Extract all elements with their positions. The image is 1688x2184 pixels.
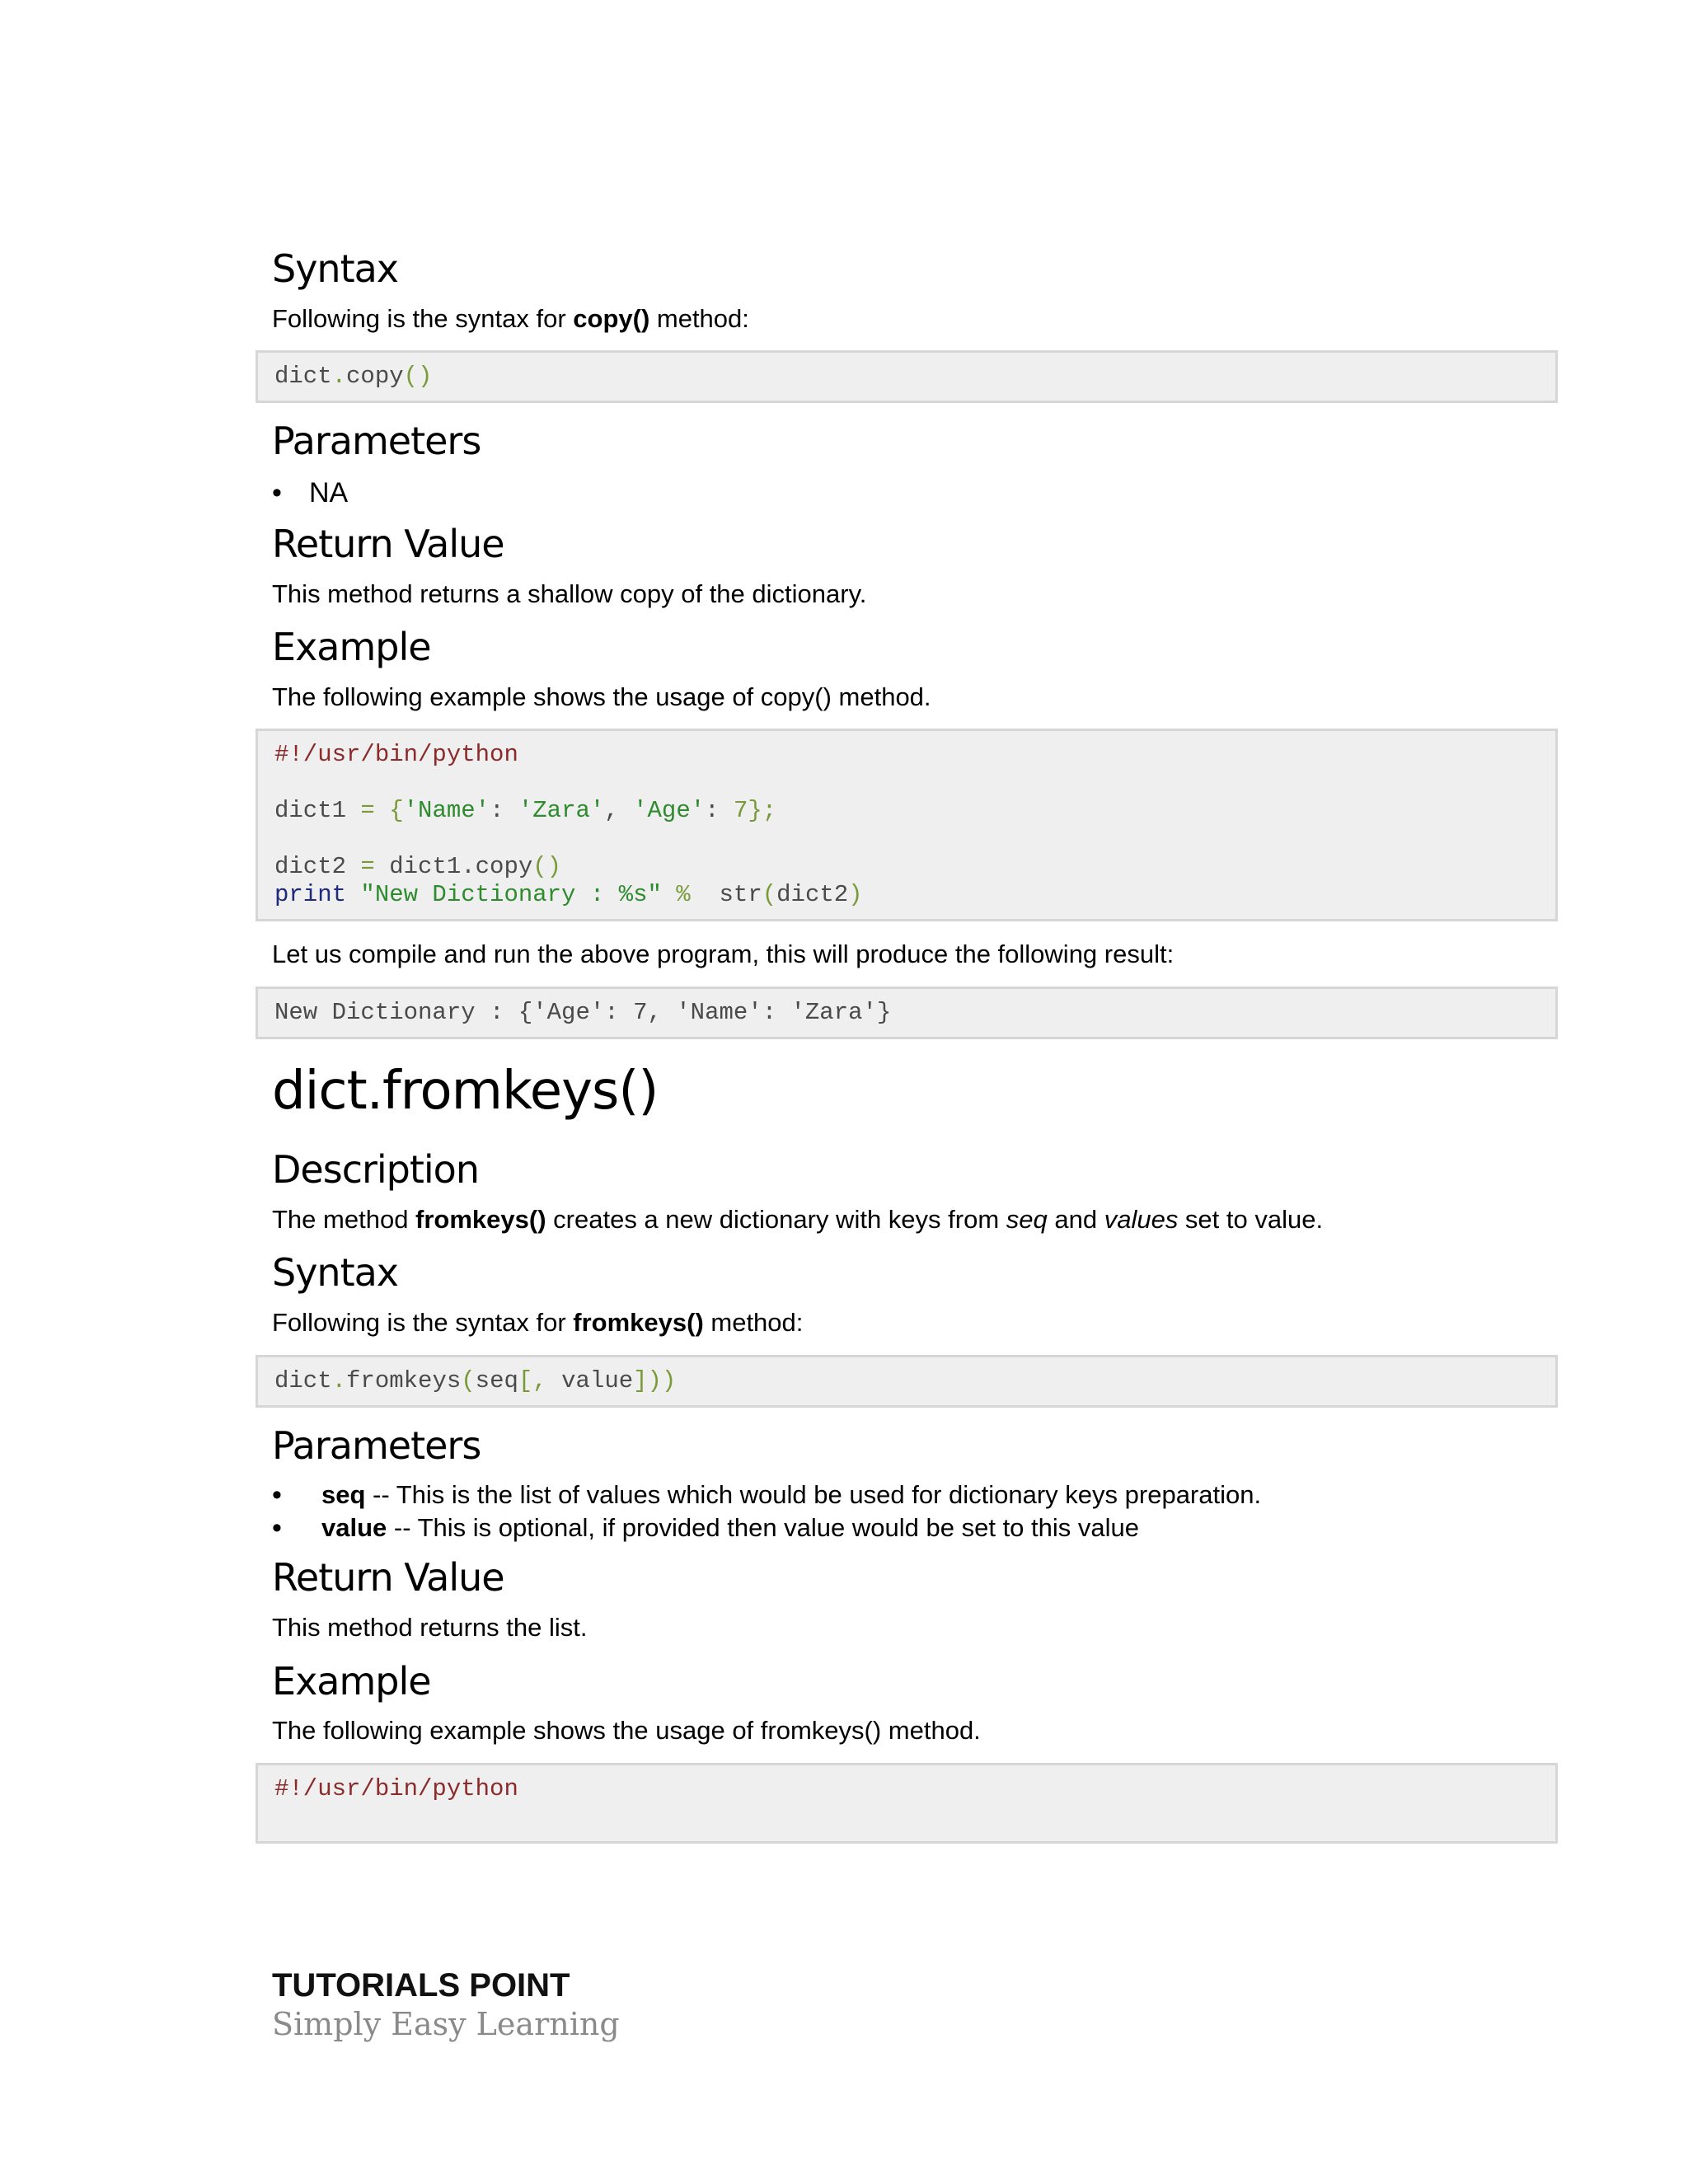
syntax-intro-text: Following is the syntax for <box>272 1308 574 1338</box>
code-token: seq <box>475 1366 518 1394</box>
parameters-list <box>272 1479 1541 1544</box>
example-intro: The following example shows the usage of copy() method. <box>272 682 931 712</box>
param-description: -- This is optional, if provided then value would be set to this value <box>387 1513 1139 1543</box>
code-token: , <box>604 797 634 825</box>
code-token: ) <box>848 881 863 909</box>
list-item <box>272 1479 1541 1511</box>
footer-brand: TUTORIALS POINT <box>272 1967 570 2004</box>
return-value-text: This method returns the list. <box>272 1613 588 1643</box>
footer-tagline: Simply Easy Learning <box>272 2006 620 2042</box>
code-token: }; <box>748 797 777 825</box>
code-token: () <box>403 363 433 391</box>
code-token: dict1 <box>274 797 361 825</box>
description-italic: values <box>1104 1205 1179 1235</box>
code-token: = <box>360 853 390 881</box>
code-token: : <box>705 797 734 825</box>
code-token: ( <box>461 1366 476 1394</box>
description-text-part: and <box>1047 1205 1104 1235</box>
syntax-intro <box>272 302 1541 335</box>
code-token: "New Dictionary : %s" <box>346 881 662 909</box>
description-italic: seq <box>1006 1205 1048 1235</box>
code-token: dict2 <box>776 881 849 909</box>
code-line: #!/usr/bin/python <box>274 1774 518 1802</box>
example-heading: Example <box>272 1658 431 1704</box>
parameters-list <box>272 475 1541 511</box>
result-output-block <box>256 987 1558 1039</box>
code-line <box>274 853 1539 881</box>
code-token: [, <box>518 1366 562 1394</box>
syntax-intro-text: Following is the syntax for <box>272 303 574 333</box>
syntax-intro-text-end: method: <box>649 303 749 333</box>
syntax-heading: Syntax <box>272 1250 399 1296</box>
example-heading: Example <box>272 625 431 670</box>
code-line: #!/usr/bin/python <box>274 741 518 769</box>
description-text-part: creates a new dictionary with keys from <box>546 1205 1006 1235</box>
code-line: New Dictionary : {'Age': 7, 'Name': 'Zara'} <box>274 998 892 1026</box>
example-intro: The following example shows the usage of fromkeys() method. <box>272 1716 981 1746</box>
page-content <box>272 247 1541 1860</box>
code-token: value <box>561 1366 634 1394</box>
return-value-heading: Return Value <box>272 1555 504 1601</box>
syntax-heading: Syntax <box>272 246 399 291</box>
description-text-part: set to value. <box>1178 1205 1324 1235</box>
description-text <box>272 1203 1541 1236</box>
return-value-text: This method returns a shallow copy of the dictionary. <box>272 579 867 608</box>
list-item <box>272 1511 1541 1544</box>
code-token: dict2 <box>274 853 361 881</box>
parameters-heading: Parameters <box>272 1422 481 1468</box>
code-line <box>274 881 1539 909</box>
example-code-block <box>256 729 1558 921</box>
footer <box>272 1966 620 2043</box>
syntax-intro <box>272 1306 1541 1339</box>
code-token: str <box>705 881 762 909</box>
code-token: % <box>661 881 706 909</box>
code-token: print <box>274 881 347 909</box>
code-token: fromkeys <box>346 1366 462 1394</box>
code-token: dict <box>274 363 332 391</box>
description-text-part: The method <box>272 1205 416 1235</box>
code-token: dict <box>274 1366 332 1394</box>
code-token: ( <box>762 881 777 909</box>
code-token: 'Name' <box>403 797 490 825</box>
section-title: dict.fromkeys() <box>272 1060 659 1122</box>
syntax-code-block <box>256 1355 1558 1408</box>
syntax-method-name: copy() <box>573 303 650 333</box>
code-token: ])) <box>633 1366 677 1394</box>
code-line <box>274 1367 1539 1395</box>
syntax-intro-text-end: method: <box>703 1308 804 1338</box>
description-heading: Description <box>272 1147 479 1193</box>
code-token: . <box>331 363 347 391</box>
code-token: () <box>532 853 562 881</box>
code-line <box>274 797 1539 825</box>
code-token: dict1.copy <box>389 853 533 881</box>
example-code-block <box>256 1763 1558 1844</box>
param-description: -- This is the list of values which would be used for dictionary keys preparation. <box>365 1480 1262 1510</box>
code-token: 'Age' <box>633 797 706 825</box>
code-token: 'Zara' <box>518 797 605 825</box>
code-token: = { <box>360 797 404 825</box>
description-method-name: fromkeys() <box>415 1205 546 1235</box>
return-value-heading: Return Value <box>272 522 504 567</box>
code-line <box>274 363 1539 391</box>
code-token: . <box>331 1366 347 1394</box>
result-intro: Let us compile and run the above program, this will produce the following result: <box>272 940 1175 969</box>
param-name: value <box>321 1513 387 1543</box>
code-token: copy <box>346 363 404 391</box>
parameters-heading: Parameters <box>272 419 481 464</box>
list-item: • NA <box>272 475 1541 511</box>
code-token: : <box>490 797 518 825</box>
code-token: 7 <box>733 797 748 825</box>
syntax-code-block <box>256 350 1558 403</box>
syntax-method-name: fromkeys() <box>573 1308 704 1338</box>
param-name: seq <box>321 1480 366 1510</box>
